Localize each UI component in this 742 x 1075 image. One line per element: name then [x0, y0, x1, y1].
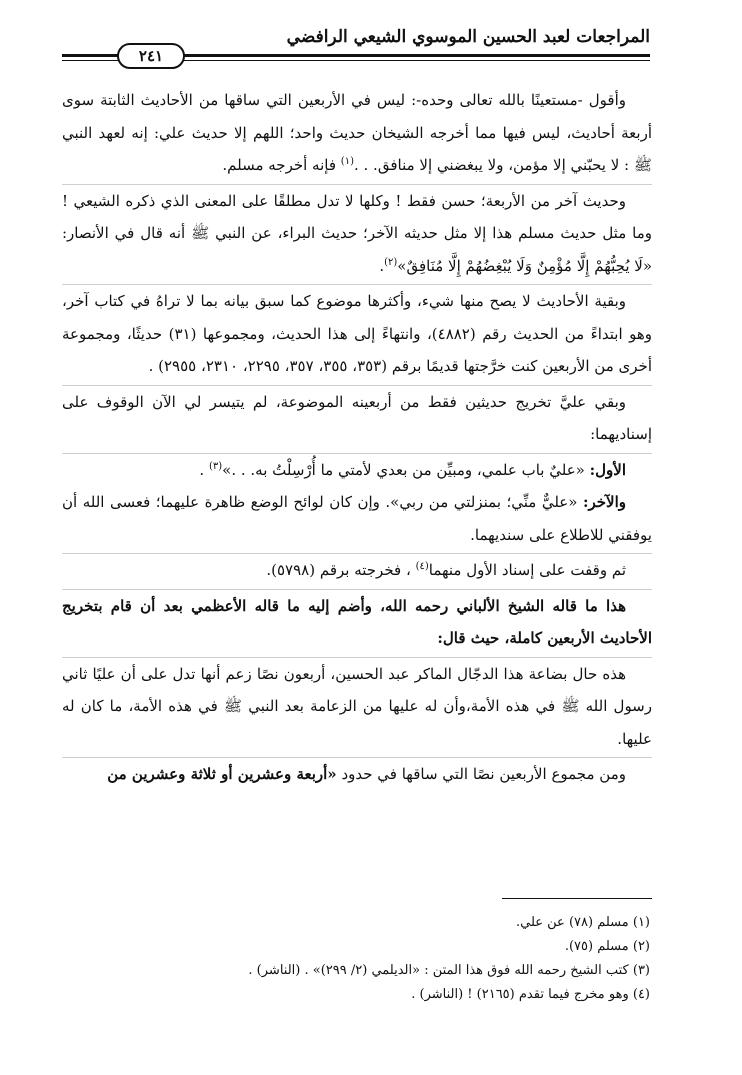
paragraph-1-text: وأقول -مستعينًا بالله تعالى وحده-: ليس في الأربعين التي ساقها من الأحاديث الثابتة سوى أربعة أحاديث، ليس فيها مما أخرجه الشيخان حديث واحد؛ اللهم إلا حديث علي: إنه لعهد النبي ﷺ : لا يحبّني إلا مؤمن، ولا يبغضني إلا منافق. . . [62, 91, 652, 174]
paragraph-6 [62, 486, 652, 551]
footnote-ref-2: (٢) [384, 256, 398, 268]
page-number: ٢٤١ [117, 43, 185, 69]
paragraph-10-quote: «أربعة وعشرين أو ثلاثة وعشرين من [107, 765, 337, 783]
footnote-3: (٣) كتب الشيخ رحمه الله فوق هذا المتن : «الديلمي (٢/ ٢٩٩)» . (الناشر) . [248, 963, 650, 978]
paragraph-7-text: ثم وقفت على إسناد الأول منهما [428, 561, 626, 579]
paragraph-5-end: . [199, 460, 209, 479]
paragraph-1 [62, 84, 652, 182]
paragraph-4: وبقي عليَّ تخريج حديثين فقط من أربعينه الموضوعة، لم يتيسر لي الآن الوقوف على إسناديهما: [62, 392, 652, 443]
footnote-1: (١) مسلم (٧٨) عن علي. [516, 915, 650, 930]
footnote-2: (٢) مسلم (٧٥). [564, 939, 650, 954]
main-text [62, 84, 652, 791]
paragraph-1-end: فإنه أخرجه مسلم. [222, 156, 341, 174]
footnote-ref-4: (٤) [415, 561, 429, 572]
footnote-ref-1: (١) [340, 156, 354, 167]
footnotes [150, 911, 650, 1007]
paragraph-5-label: الأول: [589, 460, 626, 479]
paragraph-5 [62, 454, 652, 487]
paragraph-6-label: والآخر: [582, 493, 626, 511]
paragraph-2-text: وحديث آخر من الأربعة؛ حسن فقط ! وكلها لا تدل مطلقًا على المعنى الذي ذكره الشيعي ! وما مثل حديث مسلم هذا إلا مثل حديثه الآخر؛ حديث البراء، عن النبي ﷺ أنه قال في الأنصار: «لَا يُحِبُّهُمْ إِلَّا مُؤْمِنٌ وَلَا يُبْغِضُهُمْ إِلَّا مُنَافِقٌ» [62, 191, 652, 275]
footnote-separator [502, 898, 652, 899]
paragraph-5-text: «عليٌ باب علمي، ومبيِّن من بعدي لأمتي ما أُرْسِلْتُ به. . .» [222, 460, 590, 479]
paragraph-2-end: . [379, 256, 385, 275]
footnote-4: (٤) وهو مخرج فيما تقدم (٢١٦٥) ! (الناشر) . [411, 987, 650, 1002]
paragraph-2 [62, 185, 652, 283]
footnote-ref-3: (٣) [208, 460, 223, 472]
paragraph-10-text: ومن مجموع الأربعين نصًا التي ساقها في حدود [336, 765, 626, 783]
running-title: المراجعات لعبد الحسين الموسوي الشيعي الرافضي [286, 27, 650, 47]
paragraph-7-end: ، فخرجته برقم (٥٧٩٨). [266, 561, 416, 579]
page-header [62, 22, 650, 68]
paragraph-7 [62, 554, 652, 587]
paragraph-10 [62, 758, 652, 791]
paragraph-8: هذا ما قاله الشيخ الألباني رحمه الله، وأضم إليه ما قاله الأعظمي بعد أن قام بتخريج الأحاديث الأربعين كاملة، حيث قال: [62, 596, 652, 647]
paragraph-3: وبقية الأحاديث لا يصح منها شيء، وأكثرها موضوع كما سبق بيانه بما لا تراهُ في كتاب آخر، وهو ابتداءً من الحديث رقم (٤٨٨٢)، وانتهاءً إلى هذا الحديث، ومجموعها (٣١) حديثًا، ومجموعة أخرى من الأربعين كنت خرَّجتها قديمًا برقم (٣٥٣، ٣٥٥، ٣٥٧، ٢٢٩٥، ٢٣١٠، ٢٩٥٥) . [62, 292, 652, 375]
paragraph-9: هذه حال بضاعة هذا الدجّال الماكر عبد الحسين، أربعون نصًا زعم أنها تدل على أن عليًا ثاني رسول الله ﷺ في هذه الأمة،وأن له عليها من الزعامة بعد النبي ﷺ في هذه الأمة، ما كان له عليها. [62, 664, 652, 748]
paragraph-6-text: «عليٌّ منِّي؛ بمنزلتي من ربي». وإن كان لوائح الوضع ظاهرة عليهما؛ فعسى الله أن يوفقني للاطلاع على سنديهما. [62, 493, 652, 544]
